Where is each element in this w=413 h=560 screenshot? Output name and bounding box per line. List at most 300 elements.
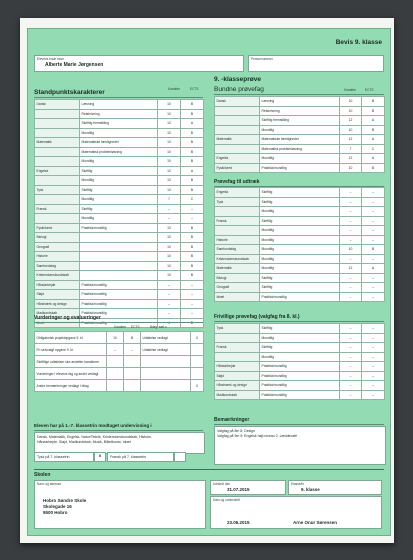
tysk-7-checkbox	[94, 452, 106, 462]
standpunkt-row	[35, 119, 204, 129]
vurdering-ects: –	[124, 344, 141, 356]
vurdering-row	[35, 380, 204, 392]
subject-cell	[215, 125, 260, 135]
part-cell: Skriftlig	[260, 273, 340, 283]
part-cell: Mundtlig	[260, 235, 340, 245]
ects-cell: B	[362, 245, 385, 255]
col-karakter-right: Karakter	[344, 88, 357, 92]
ects-cell: C	[362, 144, 385, 154]
student-name-caption: Elevens fulde navn	[37, 57, 64, 61]
udtraek-row	[215, 292, 385, 302]
fransk-7-label: Fransk på 7. klassetrin	[110, 455, 147, 459]
subject-cell: Dansk	[35, 100, 80, 110]
ects-cell: B	[362, 97, 385, 107]
part-cell: Mundtlig	[80, 176, 158, 186]
subject-cell	[35, 176, 80, 186]
grade-cell: –	[340, 207, 362, 217]
subject-cell	[215, 106, 260, 116]
part-cell: Mundtlig	[260, 154, 340, 164]
subject-cell: Madkundskab	[35, 309, 80, 319]
part-cell: Praktisk/mundtlig	[80, 280, 158, 290]
vurdering-grade	[107, 368, 124, 380]
standpunkt-row	[35, 195, 204, 205]
vurdering-label: Fri selvvalgt opgave 9. kl.	[35, 344, 107, 356]
part-cell: Praktisk/mundtlig	[260, 163, 340, 173]
vurdering-note	[141, 368, 191, 380]
student-name: Alberte Marie Jørgensen	[45, 62, 104, 68]
subject-cell: Biologi	[215, 273, 260, 283]
subject-cell	[35, 195, 80, 205]
subject-cell: Historie	[215, 235, 260, 245]
subject-cell: Matematik	[35, 138, 80, 148]
subject-cell: Madkundskab	[215, 390, 260, 400]
ects-cell: B	[181, 176, 204, 186]
udtraek-row	[215, 188, 385, 198]
vurdering-mark	[191, 356, 204, 368]
vurderinger-header: Vurderinger og evalueringer	[34, 315, 101, 321]
standpunkt-table	[34, 99, 204, 328]
bundne-header: Bundne prøvefag	[214, 86, 264, 93]
subject-cell: Engelsk	[215, 154, 260, 164]
ects-cell: B	[181, 261, 204, 271]
undervisning-line-2: Håndarbejde, Sløjd, Madkundskab, Musik, Billedkunst, Idræt	[37, 439, 131, 444]
udtraek-row	[215, 273, 385, 283]
udtraek-row	[215, 283, 385, 293]
signer-name: Arne Onur Sørensen	[293, 520, 338, 525]
part-cell: Skriftlig	[260, 197, 340, 207]
bundne-table	[214, 96, 385, 173]
grade-cell: 7	[340, 144, 362, 154]
ects-cell: B	[181, 147, 204, 157]
frivillige-row	[215, 362, 385, 372]
part-cell: Mundtlig	[260, 333, 340, 343]
standpunkt-row	[35, 223, 204, 233]
tysk-7-mark: X	[98, 453, 102, 458]
part-cell: Mundtlig	[80, 157, 158, 167]
udstedt-date: 31.07.2015	[227, 487, 250, 492]
ects-cell: –	[362, 352, 385, 362]
ects-cell: –	[362, 333, 385, 343]
grade-cell: –	[158, 299, 181, 309]
standpunkt-row	[35, 271, 204, 281]
udtraek-row	[215, 207, 385, 217]
standpunkt-row	[35, 157, 204, 167]
ects-cell: –	[181, 204, 204, 214]
bundne-row	[215, 125, 385, 135]
subject-cell: Fransk	[35, 204, 80, 214]
ects-cell: A	[362, 116, 385, 126]
subject-cell	[35, 128, 80, 138]
standpunkt-row	[35, 176, 204, 186]
grade-cell: 12	[340, 154, 362, 164]
col-ects-right: ECTS	[365, 88, 374, 92]
udtraek-table	[214, 187, 385, 302]
frivillige-row	[215, 371, 385, 381]
ects-cell: B	[181, 109, 204, 119]
grade-cell: 12	[158, 119, 181, 129]
grade-cell: –	[340, 343, 362, 353]
vurdering-row	[35, 344, 204, 356]
standpunkt-row	[35, 185, 204, 195]
tysk-7-box	[34, 452, 94, 462]
school-city: 9500 Hobro	[43, 510, 68, 515]
ects-cell: B	[362, 125, 385, 135]
ects-cell: A	[362, 264, 385, 274]
ects-cell: –	[181, 214, 204, 224]
ects-cell: B	[181, 252, 204, 262]
vurdering-ects	[124, 380, 141, 392]
vurdering-grade: 10	[107, 332, 124, 344]
subject-cell	[35, 109, 80, 119]
subject-cell	[215, 116, 260, 126]
subject-cell: Engelsk	[215, 188, 260, 198]
bundne-row	[215, 135, 385, 145]
ects-cell: B	[181, 185, 204, 195]
subject-cell: Tysk	[35, 185, 80, 195]
ects-cell: B	[181, 233, 204, 243]
bundne-row	[215, 163, 385, 173]
part-cell: Skriftlig	[260, 188, 340, 198]
grade-cell: 12	[158, 166, 181, 176]
part-cell: Mundtlig	[260, 254, 340, 264]
ects-cell: –	[181, 299, 204, 309]
grade-cell: –	[340, 390, 362, 400]
grade-cell: 10	[158, 233, 181, 243]
subject-cell: Historie	[35, 252, 80, 262]
ects-cell: –	[362, 324, 385, 334]
ects-cell: –	[362, 381, 385, 391]
provefag-header: 9. -klasseprøve	[214, 76, 261, 83]
grade-cell: –	[158, 309, 181, 319]
part-cell: Mundtlig	[260, 264, 340, 274]
undervisning-header: Eleven har på 1.-7. klassetrin modtaget undervisning i	[34, 423, 152, 428]
vurdering-label: Obligatorisk projektopgave 9. kl.	[35, 332, 107, 344]
grade-cell: –	[340, 352, 362, 362]
subject-cell	[215, 226, 260, 236]
grade-cell: 10	[158, 261, 181, 271]
part-cell: Mundtlig	[260, 245, 340, 255]
part-cell: Matematiske færdigheder	[80, 138, 158, 148]
grade-cell: 10	[340, 106, 362, 116]
ects-cell: B	[181, 128, 204, 138]
tysk-7-label: Tysk på 7. klassetrin	[37, 455, 70, 459]
vurdering-row	[35, 368, 204, 380]
undervisning-line-1: Dansk, Matematik, Engelsk, Natur/Teknik, Kristendomskundskab, Historie,	[37, 434, 152, 439]
vurdering-ects: B	[124, 332, 141, 344]
subject-cell: Tysk	[215, 197, 260, 207]
frivillige-row	[215, 390, 385, 400]
part-cell: Mundtlig	[260, 125, 340, 135]
subject-cell: Fransk	[215, 343, 260, 353]
grade-cell: 10	[158, 157, 181, 167]
vurdering-note	[141, 356, 191, 368]
vurdering-label: Andre bemærkninger vedlagt i bilag	[35, 380, 107, 392]
frivillige-header: Frivillige prøvefag (valgfag fra 8. kl.)	[214, 314, 300, 320]
ects-cell: –	[362, 390, 385, 400]
pnr-box	[248, 55, 384, 72]
col-ects-left: ECTS	[190, 87, 199, 91]
grade-cell: –	[340, 216, 362, 226]
bemaerkninger-box	[214, 426, 386, 465]
ects-cell: –	[181, 309, 204, 319]
grade-cell: –	[340, 235, 362, 245]
part-cell: Praktisk/mundtlig	[80, 290, 158, 300]
subject-cell: Matematik	[215, 135, 260, 145]
part-cell: Skriftlig	[260, 324, 340, 334]
ects-cell: B	[181, 100, 204, 110]
part-cell	[80, 271, 158, 281]
part-cell: Skriftlig	[80, 185, 158, 195]
vurdering-label: Vurderinger i elevens fag og andet vedlagt	[35, 368, 107, 380]
grade-cell: –	[340, 188, 362, 198]
part-cell: Praktisk/mundtlig	[80, 223, 158, 233]
vurdering-grade: –	[107, 344, 124, 356]
grade-cell: –	[158, 290, 181, 300]
subject-cell	[215, 144, 260, 154]
vurdering-mark	[191, 368, 204, 380]
udstedt-caption: Udstedt den	[213, 482, 231, 486]
subject-cell: Matematik	[215, 264, 260, 274]
signature-date: 23.06.2015	[227, 520, 250, 525]
bundne-row	[215, 106, 385, 116]
pnr-caption: Personnummer	[251, 57, 273, 61]
frivillige-row	[215, 324, 385, 334]
col-bilag-vurd: Bilag, sæt x	[150, 325, 167, 329]
ects-cell: B	[362, 163, 385, 173]
grade-cell: –	[340, 226, 362, 236]
ects-cell: –	[362, 188, 385, 198]
part-cell: Praktisk/mundtlig	[260, 292, 340, 302]
vurderinger-table	[34, 331, 204, 392]
ects-cell: A	[181, 119, 204, 129]
grade-cell: 10	[158, 147, 181, 157]
grade-cell: –	[340, 381, 362, 391]
signature-box	[210, 496, 382, 529]
bemaerkning-line-2: Valgfag på 9m 9: Engelsk højt niveau 2, Læddecafé	[217, 433, 298, 438]
udtraek-header: Prøvefag til udtræk	[214, 179, 260, 185]
bundne-row	[215, 154, 385, 164]
grade-cell: –	[158, 214, 181, 224]
subject-cell: Sløjd	[35, 290, 80, 300]
grade-cell: 10	[158, 271, 181, 281]
subject-cell: Samfundsfag	[215, 245, 260, 255]
ects-cell: B	[181, 157, 204, 167]
grade-cell: –	[340, 292, 362, 302]
ects-cell: –	[362, 343, 385, 353]
standpunkt-row	[35, 214, 204, 224]
udtraek-row	[215, 216, 385, 226]
grade-cell: 10	[340, 125, 362, 135]
udtraek-row	[215, 197, 385, 207]
standpunkt-row	[35, 252, 204, 262]
grade-cell: 10	[340, 163, 362, 173]
subject-cell: Kristendomskundskab	[35, 271, 80, 281]
frivillige-row	[215, 352, 385, 362]
subject-cell	[215, 207, 260, 217]
ects-cell: B	[181, 138, 204, 148]
udstedt-box	[210, 480, 286, 495]
col-karakter-vurd: Karakter	[114, 325, 127, 329]
skolen-header: Skolen	[34, 472, 51, 478]
subject-cell: Geografi	[35, 242, 80, 252]
ects-cell: –	[181, 280, 204, 290]
frivillige-row	[215, 343, 385, 353]
part-cell	[80, 252, 158, 262]
part-cell: Mundtlig	[80, 128, 158, 138]
subject-cell	[35, 147, 80, 157]
subject-cell: Håndværk og design	[35, 299, 80, 309]
vurdering-note	[141, 380, 191, 392]
part-cell: Skriftlig	[80, 166, 158, 176]
student-name-box	[34, 55, 244, 72]
subject-cell	[35, 119, 80, 129]
part-cell: Skriftlig	[260, 216, 340, 226]
udtraek-row	[215, 264, 385, 274]
part-cell	[80, 233, 158, 243]
vurdering-grade	[107, 380, 124, 392]
part-cell: Praktisk/mundtlig	[80, 309, 158, 319]
frivillige-table	[214, 323, 385, 400]
part-cell: Retskrivning	[80, 109, 158, 119]
vurdering-row	[35, 356, 204, 368]
udtraek-row	[215, 226, 385, 236]
grade-cell: 10	[158, 242, 181, 252]
ects-cell: C	[181, 195, 204, 205]
vurdering-mark: X	[191, 380, 204, 392]
subject-cell: Samfundsfag	[35, 261, 80, 271]
signature-caption: Dato og underskrift	[213, 498, 240, 502]
standpunkt-header: Standpunktskarakterer	[34, 89, 105, 96]
klasse-caption: Klasse/hr	[291, 482, 305, 486]
ects-cell: B	[181, 271, 204, 281]
ects-cell: –	[362, 207, 385, 217]
standpunkt-row	[35, 242, 204, 252]
vurdering-grade	[107, 356, 124, 368]
subject-cell: Dansk	[215, 97, 260, 107]
subject-cell: Håndarbejde	[35, 280, 80, 290]
vurdering-mark	[191, 344, 204, 356]
vurdering-row	[35, 332, 204, 344]
subject-cell: Kristendomskundskab	[215, 254, 260, 264]
part-cell: Mundtlig	[260, 352, 340, 362]
fransk-7-box	[107, 452, 174, 462]
ects-cell: A	[362, 135, 385, 145]
school-name: Hobro Søndre Skole	[43, 498, 87, 503]
bemaerkning-line-1: Valgfag på 8m 8: Design	[217, 428, 256, 433]
grade-cell: 12	[340, 135, 362, 145]
grade-cell: 10	[158, 223, 181, 233]
subject-cell: Tysk	[215, 324, 260, 334]
grade-cell: 10	[158, 252, 181, 262]
grade-cell: 12	[340, 264, 362, 274]
grade-cell: –	[340, 362, 362, 372]
grade-cell: –	[340, 283, 362, 293]
vurdering-label: Skriftlige udtalelser ske andetter karakterer	[35, 356, 107, 368]
part-cell: Retskrivning	[260, 106, 340, 116]
certificate-form	[27, 28, 391, 536]
part-cell: Skriftlig fremstilling	[260, 116, 340, 126]
standpunkt-row	[35, 128, 204, 138]
subject-cell: Biologi	[35, 233, 80, 243]
grade-cell: 10	[158, 109, 181, 119]
grade-cell: 10	[340, 245, 362, 255]
vurdering-mark: X	[191, 332, 204, 344]
udtraek-row	[215, 245, 385, 255]
grade-cell: 10	[158, 176, 181, 186]
ects-cell: –	[362, 292, 385, 302]
part-cell: Mundtlig	[80, 195, 158, 205]
ects-cell: –	[362, 226, 385, 236]
ects-cell: –	[362, 216, 385, 226]
ects-cell: –	[362, 283, 385, 293]
grade-cell: 10	[158, 185, 181, 195]
part-cell: Mundtlig	[260, 207, 340, 217]
grade-cell: 10	[340, 97, 362, 107]
ects-cell: –	[362, 197, 385, 207]
col-karakter-left: Karakter	[168, 87, 181, 91]
school-street: Skolegade 16	[43, 504, 72, 509]
standpunkt-row	[35, 109, 204, 119]
standpunkt-row	[35, 299, 204, 309]
ects-cell: –	[362, 254, 385, 264]
standpunkt-row	[35, 147, 204, 157]
vurdering-ects	[124, 356, 141, 368]
bundne-row	[215, 144, 385, 154]
grade-cell: 7	[158, 195, 181, 205]
subject-cell: Fransk	[215, 216, 260, 226]
vurdering-ects	[124, 368, 141, 380]
part-cell: Matematisk problemløsning	[80, 147, 158, 157]
subject-cell: Idræt	[215, 292, 260, 302]
part-cell	[80, 242, 158, 252]
part-cell: Mundtlig	[80, 214, 158, 224]
part-cell: Skriftlig	[260, 343, 340, 353]
ects-cell: A	[181, 166, 204, 176]
grade-cell: –	[340, 254, 362, 264]
part-cell: Skriftlig fremstilling	[80, 119, 158, 129]
ects-cell: –	[181, 290, 204, 300]
part-cell: Praktisk/mundtlig	[260, 381, 340, 391]
part-cell: Matematisk problemløsning	[260, 144, 340, 154]
part-cell	[80, 261, 158, 271]
subject-cell: Fysik/kemi	[215, 163, 260, 173]
udtraek-row	[215, 235, 385, 245]
bundne-row	[215, 116, 385, 126]
grade-cell: –	[340, 197, 362, 207]
ects-cell: –	[362, 273, 385, 283]
standpunkt-row	[35, 166, 204, 176]
vurdering-note: Udtalelse vedlagt	[141, 332, 191, 344]
grade-cell: –	[158, 280, 181, 290]
standpunkt-row	[35, 204, 204, 214]
ects-cell: B	[181, 242, 204, 252]
subject-cell: Håndværk og design	[215, 381, 260, 391]
subject-cell: Geografi	[215, 283, 260, 293]
frivillige-row	[215, 381, 385, 391]
bundne-row	[215, 97, 385, 107]
part-cell: Skriftlig	[260, 283, 340, 293]
part-cell: Skriftlig	[80, 204, 158, 214]
part-cell: Praktisk/mundtlig	[80, 299, 158, 309]
subject-cell: Sløjd	[215, 371, 260, 381]
bemaerkninger-header: Bemærkninger	[214, 417, 250, 423]
undervisning-textbox	[34, 432, 205, 454]
subject-cell	[35, 214, 80, 224]
grade-cell: 12	[340, 116, 362, 126]
subject-cell: Engelsk	[35, 166, 80, 176]
ects-cell: B	[181, 223, 204, 233]
klasse-box	[288, 480, 382, 495]
